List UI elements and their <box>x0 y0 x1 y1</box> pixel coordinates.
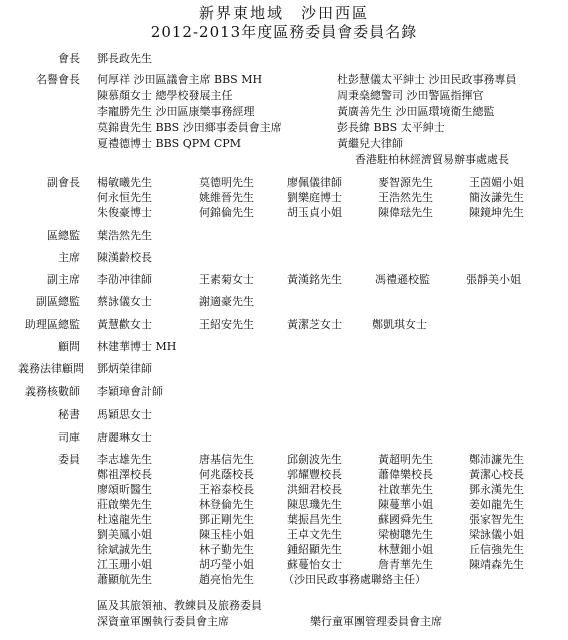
person-name: 葉振昌先生 <box>287 513 342 526</box>
person-name: 張家智先生 <box>469 513 524 526</box>
person-name: 詹青華先生 <box>378 558 433 571</box>
person-name: 何永恒先生 <box>97 191 152 204</box>
person-name: 張靜美小姐 <box>466 273 521 286</box>
person-name: 胡巧瑩小姐 <box>199 558 254 571</box>
person-name: 黃潔心校長 <box>469 468 524 481</box>
footer-line: 樂行童軍團管理委員會主席 <box>310 615 442 628</box>
person-name: 謝適豪先生 <box>199 295 254 308</box>
person-name: 馬穎思女士 <box>97 408 152 421</box>
person-name: 王紹安先生 <box>199 318 254 331</box>
person-name: 蘇蔓怡女士 <box>287 558 342 571</box>
person-name: 李劭冲律師 <box>97 273 152 286</box>
person-name: 莊啟樂先生 <box>97 498 152 511</box>
person-name: 林慧鈿小姐 <box>378 543 433 556</box>
section-label: 區總監 <box>47 229 80 242</box>
person-name: 王卓文先生 <box>287 528 342 541</box>
person-name: 劉美鳳小姐 <box>97 528 152 541</box>
section-label: 義務核數師 <box>25 385 80 398</box>
person-name: 廖頌昕醫生 <box>97 483 152 496</box>
section-label: 義務法律顧問 <box>18 362 84 375</box>
person-name: 鄧長政先生 <box>97 52 152 65</box>
person-name: 葉浩然先生 <box>97 229 152 242</box>
person-entry: 黃繼兒大律師 <box>337 137 403 150</box>
person-name: 鍾紹顯先生 <box>287 543 342 556</box>
person-entry: 杜彭慧儀太平紳士 沙田民政事務專員 <box>337 73 517 86</box>
person-name: 郭耀豐校長 <box>287 468 342 481</box>
person-name: 姜如龍先生 <box>469 498 524 511</box>
person-name: 何兆蔭校長 <box>199 468 254 481</box>
person-name: 陳玉桂小姐 <box>199 528 254 541</box>
person-name: 唐麗琳女士 <box>97 431 152 444</box>
person-name: 林子勤先生 <box>199 543 254 556</box>
person-name: 林建華博士 MH <box>97 340 177 353</box>
section-label: 司庫 <box>58 431 80 444</box>
person-name: 徐斌誠先生 <box>97 543 152 556</box>
section-label: 會長 <box>58 52 80 65</box>
person-name: 社啟華先生 <box>378 483 433 496</box>
person-name: 黃漢銘先生 <box>287 273 342 286</box>
person-name: 陳鏡坤先生 <box>469 206 524 219</box>
person-name: 王裕泰校長 <box>199 483 254 496</box>
person-entry: 周秉燊總警司 沙田警區指揮官 <box>337 89 484 102</box>
person-name: 陳思璣先生 <box>287 498 342 511</box>
section-label: 副會長 <box>47 176 80 189</box>
person-entry: 彭長緯 BBS 太平紳士 <box>337 121 445 134</box>
person-name: 黃超明先生 <box>378 453 433 466</box>
person-name: 廖佩儀律師 <box>287 176 342 189</box>
person-name: 李穎璋會計師 <box>97 385 163 398</box>
person-name: 梁詠儀小姐 <box>469 528 524 541</box>
person-name: 王素菊女士 <box>199 273 254 286</box>
person-name: 李志雄先生 <box>97 453 152 466</box>
person-name: 朱俊豪博士 <box>97 206 152 219</box>
person-name: 王茵媚小姐 <box>469 176 524 189</box>
person-name: 梁樹聰先生 <box>378 528 433 541</box>
document-title: 新界東地域 沙田西區 <box>198 4 369 22</box>
person-name: 麥智源先生 <box>378 176 433 189</box>
person-name: 簡汝謙先生 <box>469 191 524 204</box>
person-name: 鄭凱琪女士 <box>372 318 427 331</box>
liaison-note: （沙田民政事務處聯絡主任） <box>283 573 426 586</box>
person-entry: 莫錦貴先生 BBS 沙田鄉事委員會主席 <box>97 121 282 134</box>
person-name: 洪細君校長 <box>287 483 342 496</box>
title-note: 香港駐柏林經濟貿易辦事處處長 <box>355 153 509 166</box>
person-name: 陳漢齡校長 <box>97 251 152 264</box>
person-name: 莫德明先生 <box>199 176 254 189</box>
person-name: 陳蔓華小姐 <box>378 498 433 511</box>
section-label: 顧問 <box>58 340 80 353</box>
person-name: 楊敏曦先生 <box>97 176 152 189</box>
person-name: 劉樂庭博士 <box>287 191 342 204</box>
person-name: 丘信強先生 <box>469 543 524 556</box>
person-name: 江玉珊小姐 <box>97 558 152 571</box>
footer-line: 區及其旅領袖、教練員及旅務委員 <box>97 599 262 612</box>
person-name: 邱劍波先生 <box>287 453 342 466</box>
person-name: 鄧正剛先生 <box>199 513 254 526</box>
person-name: 胡玉貞小姐 <box>287 206 342 219</box>
person-name: 鄧炳榮律師 <box>97 362 152 375</box>
person-name: 蘇國舜先生 <box>378 513 433 526</box>
person-name: 唐基信先生 <box>199 453 254 466</box>
person-name: 趙亮怡先生 <box>199 573 254 586</box>
person-entry: 何厚祥 沙田區議會主席 BBS MH <box>97 73 263 86</box>
person-entry: 李寵勝先生 沙田區康樂事務經理 <box>97 105 255 118</box>
section-label: 副主席 <box>47 273 80 286</box>
person-name: 陳靖森先生 <box>469 558 524 571</box>
person-name: 鄭祖澤校長 <box>97 468 152 481</box>
person-entry: 夏禮德博士 BBS QPM CPM <box>97 137 241 150</box>
person-name: 蕭偉樂校長 <box>378 468 433 481</box>
footer-line: 深資童軍團執行委員會主席 <box>97 615 229 628</box>
person-name: 鄧永漢先生 <box>469 483 524 496</box>
person-name: 黃慧歡女士 <box>97 318 152 331</box>
person-entry: 陳慕顏女士 總學校發展主任 <box>97 89 233 102</box>
section-label: 副區總監 <box>36 295 80 308</box>
person-name: 王浩然先生 <box>378 191 433 204</box>
person-entry: 黃廣善先生 沙田區環境衛生總監 <box>337 105 495 118</box>
section-label: 助理區總監 <box>25 318 80 331</box>
person-name: 林登倫先生 <box>199 498 254 511</box>
person-name: 姚維晉先生 <box>199 191 254 204</box>
person-name: 黃潔芝女士 <box>287 318 342 331</box>
section-label: 委員 <box>58 453 80 466</box>
document-subtitle: 2012-2013年度區務委員會委員名錄 <box>150 23 418 41</box>
person-name: 蕭顯航先生 <box>97 573 152 586</box>
person-name: 蔡詠儀女士 <box>97 295 152 308</box>
person-name: 杜遠龍先生 <box>97 513 152 526</box>
person-name: 馮禮遜校監 <box>375 273 430 286</box>
person-name: 陳偉琺先生 <box>378 206 433 219</box>
section-label: 名譽會長 <box>36 73 80 86</box>
person-name: 何錦倫先生 <box>199 206 254 219</box>
section-label: 秘書 <box>58 408 80 421</box>
person-name: 鄭沛濂先生 <box>469 453 524 466</box>
section-label: 主席 <box>58 251 80 264</box>
